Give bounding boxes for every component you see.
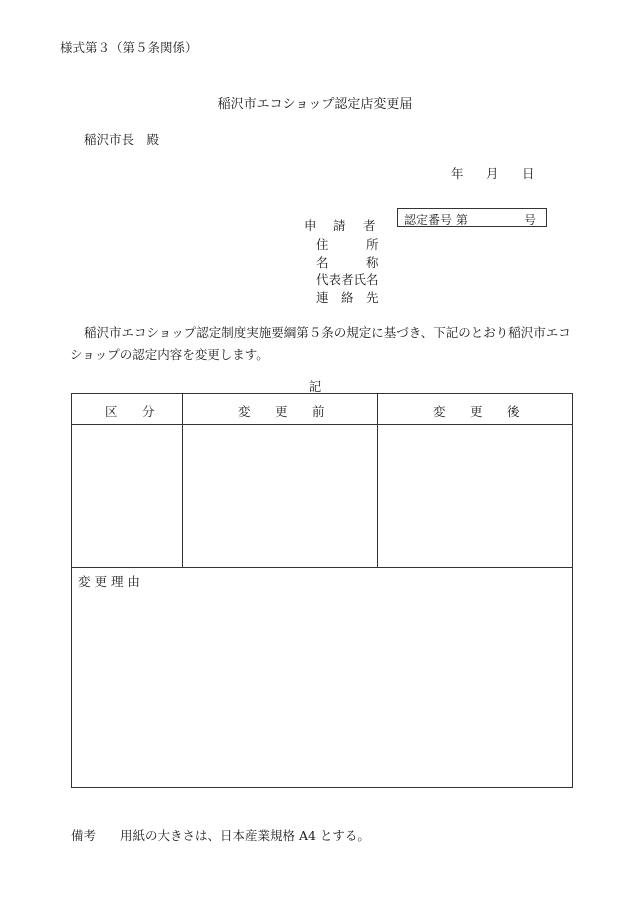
column-header-before: 更 (275, 404, 288, 419)
form-number: 様式第３（第５条関係） (60, 40, 198, 55)
category-cell[interactable] (72, 425, 182, 567)
column-header-category: 分 (142, 404, 155, 419)
applicant-heading-char: 者 (363, 218, 376, 233)
record-label: 記 (308, 379, 322, 394)
document-title: 稲沢市エコショップ認定店変更届 (217, 97, 413, 112)
column-header-before: 変 (238, 404, 251, 419)
column-header-before: 前 (312, 404, 325, 419)
applicant-heading-char: 請 (333, 218, 346, 233)
reason-label: 変 更 理 由 (78, 574, 140, 589)
certification-label: 認定番号 第 (404, 213, 468, 227)
addressee: 稲沢市長 殿 (84, 132, 160, 147)
contact-label-char: 連 (316, 290, 329, 305)
certification-suffix: 号 (523, 213, 536, 227)
address-label-char: 所 (366, 237, 379, 252)
applicant-heading-char: 申 (304, 218, 317, 233)
remarks-label: 備考 (71, 828, 97, 843)
name-label-char: 称 (366, 255, 379, 270)
remarks-text: 用紙の大きさは、日本産業規格 A4 とする。 (120, 828, 370, 843)
date-day-label: 日 (522, 166, 535, 181)
address-label-char: 住 (316, 237, 329, 252)
date-year-label: 年 (451, 166, 464, 181)
name-label-char: 名 (316, 255, 329, 270)
reason-cell[interactable] (72, 590, 572, 786)
column-header-after: 更 (470, 404, 483, 419)
after-cell[interactable] (378, 425, 572, 567)
reason-divider (72, 567, 572, 568)
representative-label: 代表者氏名 (316, 272, 379, 287)
changes-table (71, 393, 573, 788)
before-cell[interactable] (183, 425, 377, 567)
column-header-after: 後 (507, 404, 520, 419)
column-header-after: 変 (433, 404, 446, 419)
contact-label-char: 先 (366, 290, 379, 305)
certification-number-box[interactable] (397, 208, 547, 227)
body-text: 稲沢市エコショップ認定制度実施要綱第５条の規定に基づき、下記のとおり稲沢市エコショップの認定内容を変更します。 (70, 325, 571, 362)
contact-label-char: 絡 (341, 290, 354, 305)
column-header-category: 区 (105, 404, 118, 419)
date-month-label: 月 (486, 166, 499, 181)
